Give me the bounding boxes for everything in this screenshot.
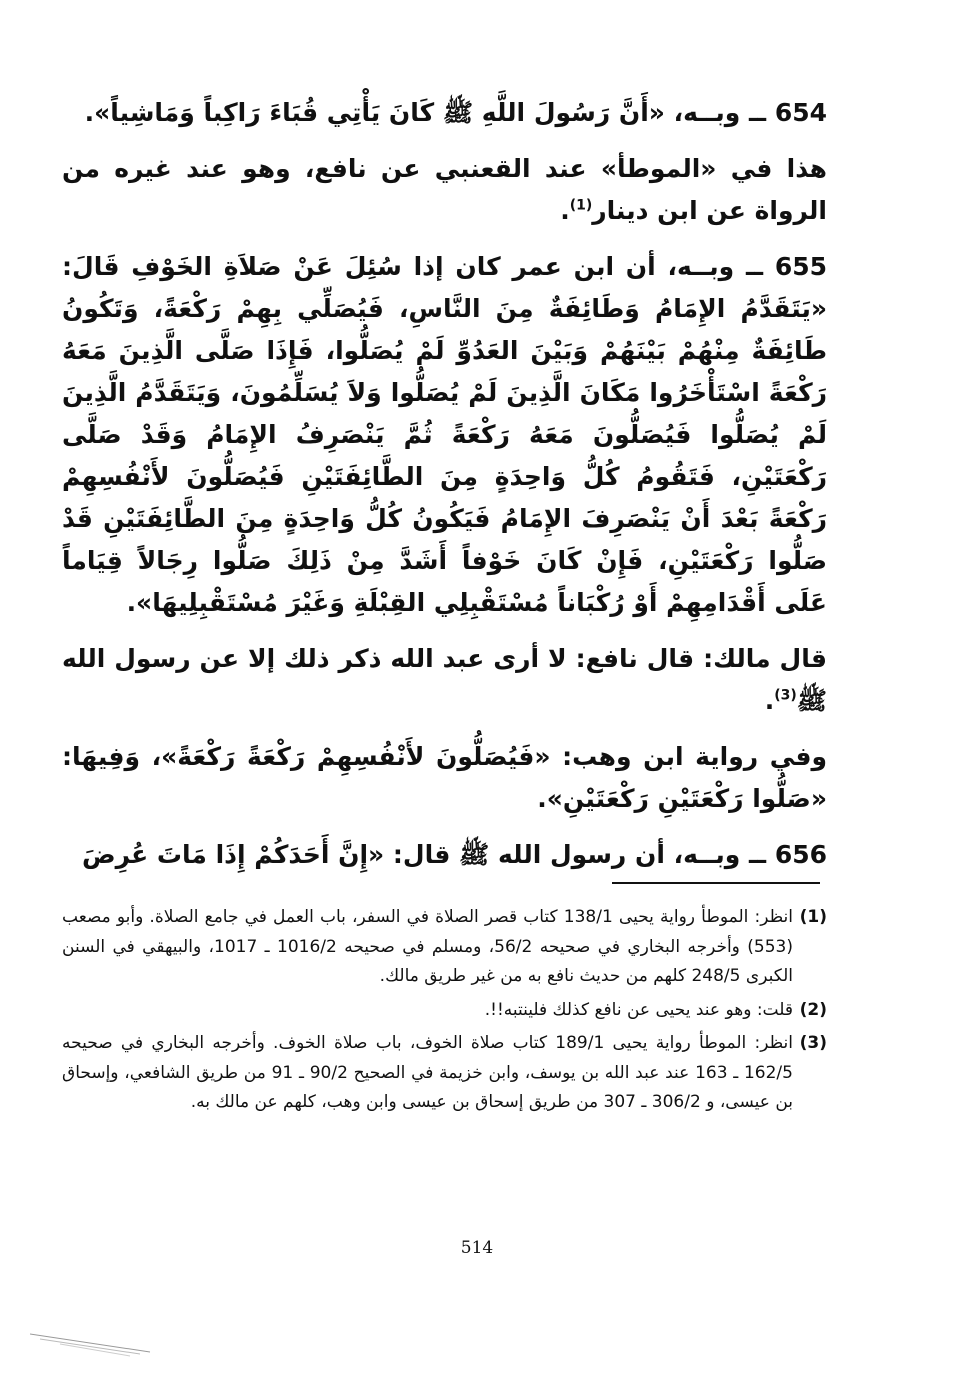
paragraph-text: وفي رواية ابن وهب: «فَيُصَلُّونَ لأَنْفُسِهِمْ رَكْعَةً رَكْعَةً»، وَفِيهَا: «صَلُّوا رَكْعَتَيْنِ رَكْعَتَيْنِ». [62,742,827,813]
paragraph-text: 654 ــ وبــه، «أَنَّ رَسُولَ اللَّهِ ﷺ كَانَ يَأْتِي قُبَاءَ رَاكِباً وَمَاشِياً». [84,98,827,127]
footnote-3 [62,1029,827,1118]
paragraph-text: هذا في «الموطأ» عند القعنبي عن نافع، وهو عند غيره من الرواة عن ابن دينار [62,154,827,225]
footnote-number: (1) [799,907,827,927]
footnote-ref[interactable]: (1) [569,197,593,214]
footnote-number: (3) [799,1033,827,1053]
paragraph-text: 656 ــ وبــه، أن رسول الله ﷺ قال: «إِنَّ أَحَدَكُمْ إِذَا مَاتَ عُرِضَ [81,840,827,869]
commentary-ibn-wahb [62,736,827,820]
paragraph-tail: . [560,196,570,225]
hadith-656 [62,834,827,876]
footnote-text: انظر: الموطأ رواية يحيى 138/1 كتاب قصر الصلاة في السفر، باب العمل في جامع الصلاة. وأبو مصعب (553) وأخرجه البخاري في صحيحه 56/2، ومسلم في صحيحه 1016/2 ـ 1017، والبيهقي في السنن الكبرى 248/5 كلهم من حديث نافع به من غير طريق مالك. [62,907,793,986]
paragraph-tail: . [764,686,775,715]
paragraph-text: 655 ــ وبــه، أن ابن عمر كان إذا سُئِلَ عَنْ صَلاَةِ الخَوْفِ قَالَ: «يَتَقَدَّمُ الإِمَامُ وَطَائِفَةٌ مِنَ النَّاسِ، فَيُصَلِّي بِهِمْ رَكْعَةً، وَتَكُونُ طَائِفَةٌ مِنْهُمْ بَيْنَهُمْ وَبَيْنَ العَدُوِّ لَمْ يُصَلُّوا، فَإِذَا صَلَّى الَّذِينَ مَعَهُ رَكْعَةً اسْتَأْخَرُوا مَكَانَ الَّذِينَ لَمْ يُصَلُّوا وَلاَ يُسَلِّمُونَ، وَيَتَقَدَّمُ الَّذِينَ لَمْ يُصَلُّوا فَيُصَلُّونَ مَعَهُ رَكْعَةً ثُمَّ يَنْصَرِفُ الإِمَامُ وَقَدْ صَلَّى رَكْعَتَيْنِ، فَتَقُومُ كُلُّ وَاحِدَةٍ مِنَ الطَّائِفَتَيْنِ فَيُصَلُّونَ لأَنْفُسِهِمْ رَكْعَةً بَعْدَ أَنْ يَنْصَرِفَ الإِمَامُ فَيَكُونُ كُلُّ وَاحِدَةٍ مِنَ الطَّائِفَتَيْنِ قَدْ صَلُّوا رَكْعَتَيْنِ، فَإِنْ كَانَ خَوْفاً أَشَدَّ مِنْ ذَلِكَ صَلُّوا رِجَالاً قِيَاماً عَلَى أَقْدَامِهِمْ أَوْ رُكْبَاناً مُسْتَقْبِلِي القِبْلَةِ وَغَيْرَ مُسْتَقْبِلِيهَا». [62,252,827,617]
commentary-654 [62,148,827,232]
paragraph-text: قال مالك: قال نافع: لا أرى عبد الله ذكر ذلك إلا عن رسول الله ﷺ [62,644,827,715]
footnote-text: انظر: الموطأ رواية يحيى 189/1 كتاب صلاة الخوف، باب صلاة الخوف. وأخرجه البخاري في صحيحه 162/5 ـ 163 عند عبد الله بن يوسف، وابن خزيمة في الصحيح 90/2 ـ 91 من طريق الشافعي، وإسحاق بن عيسى، و 306/2 ـ 307 من طريق إسحاق بن عيسى وابن وهب، كلهم عن مالك به. [62,1033,793,1112]
footnote-divider [612,882,820,884]
footnote-ref[interactable]: (3) [774,687,797,704]
page-number: 514 [460,1238,494,1258]
footnote-number: (2) [799,999,827,1020]
scan-artifact-icon [30,1330,160,1360]
footnote-2 [62,996,827,1026]
footnote-1 [62,903,827,992]
hadith-654 [62,92,827,134]
main-text [62,92,827,890]
footnote-text: قلت: وهو عند يحيى عن نافع كذلك فلينتبه!!. [484,999,793,1020]
commentary-malik [62,638,827,722]
footnotes [62,903,827,1122]
hadith-655 [62,246,827,624]
